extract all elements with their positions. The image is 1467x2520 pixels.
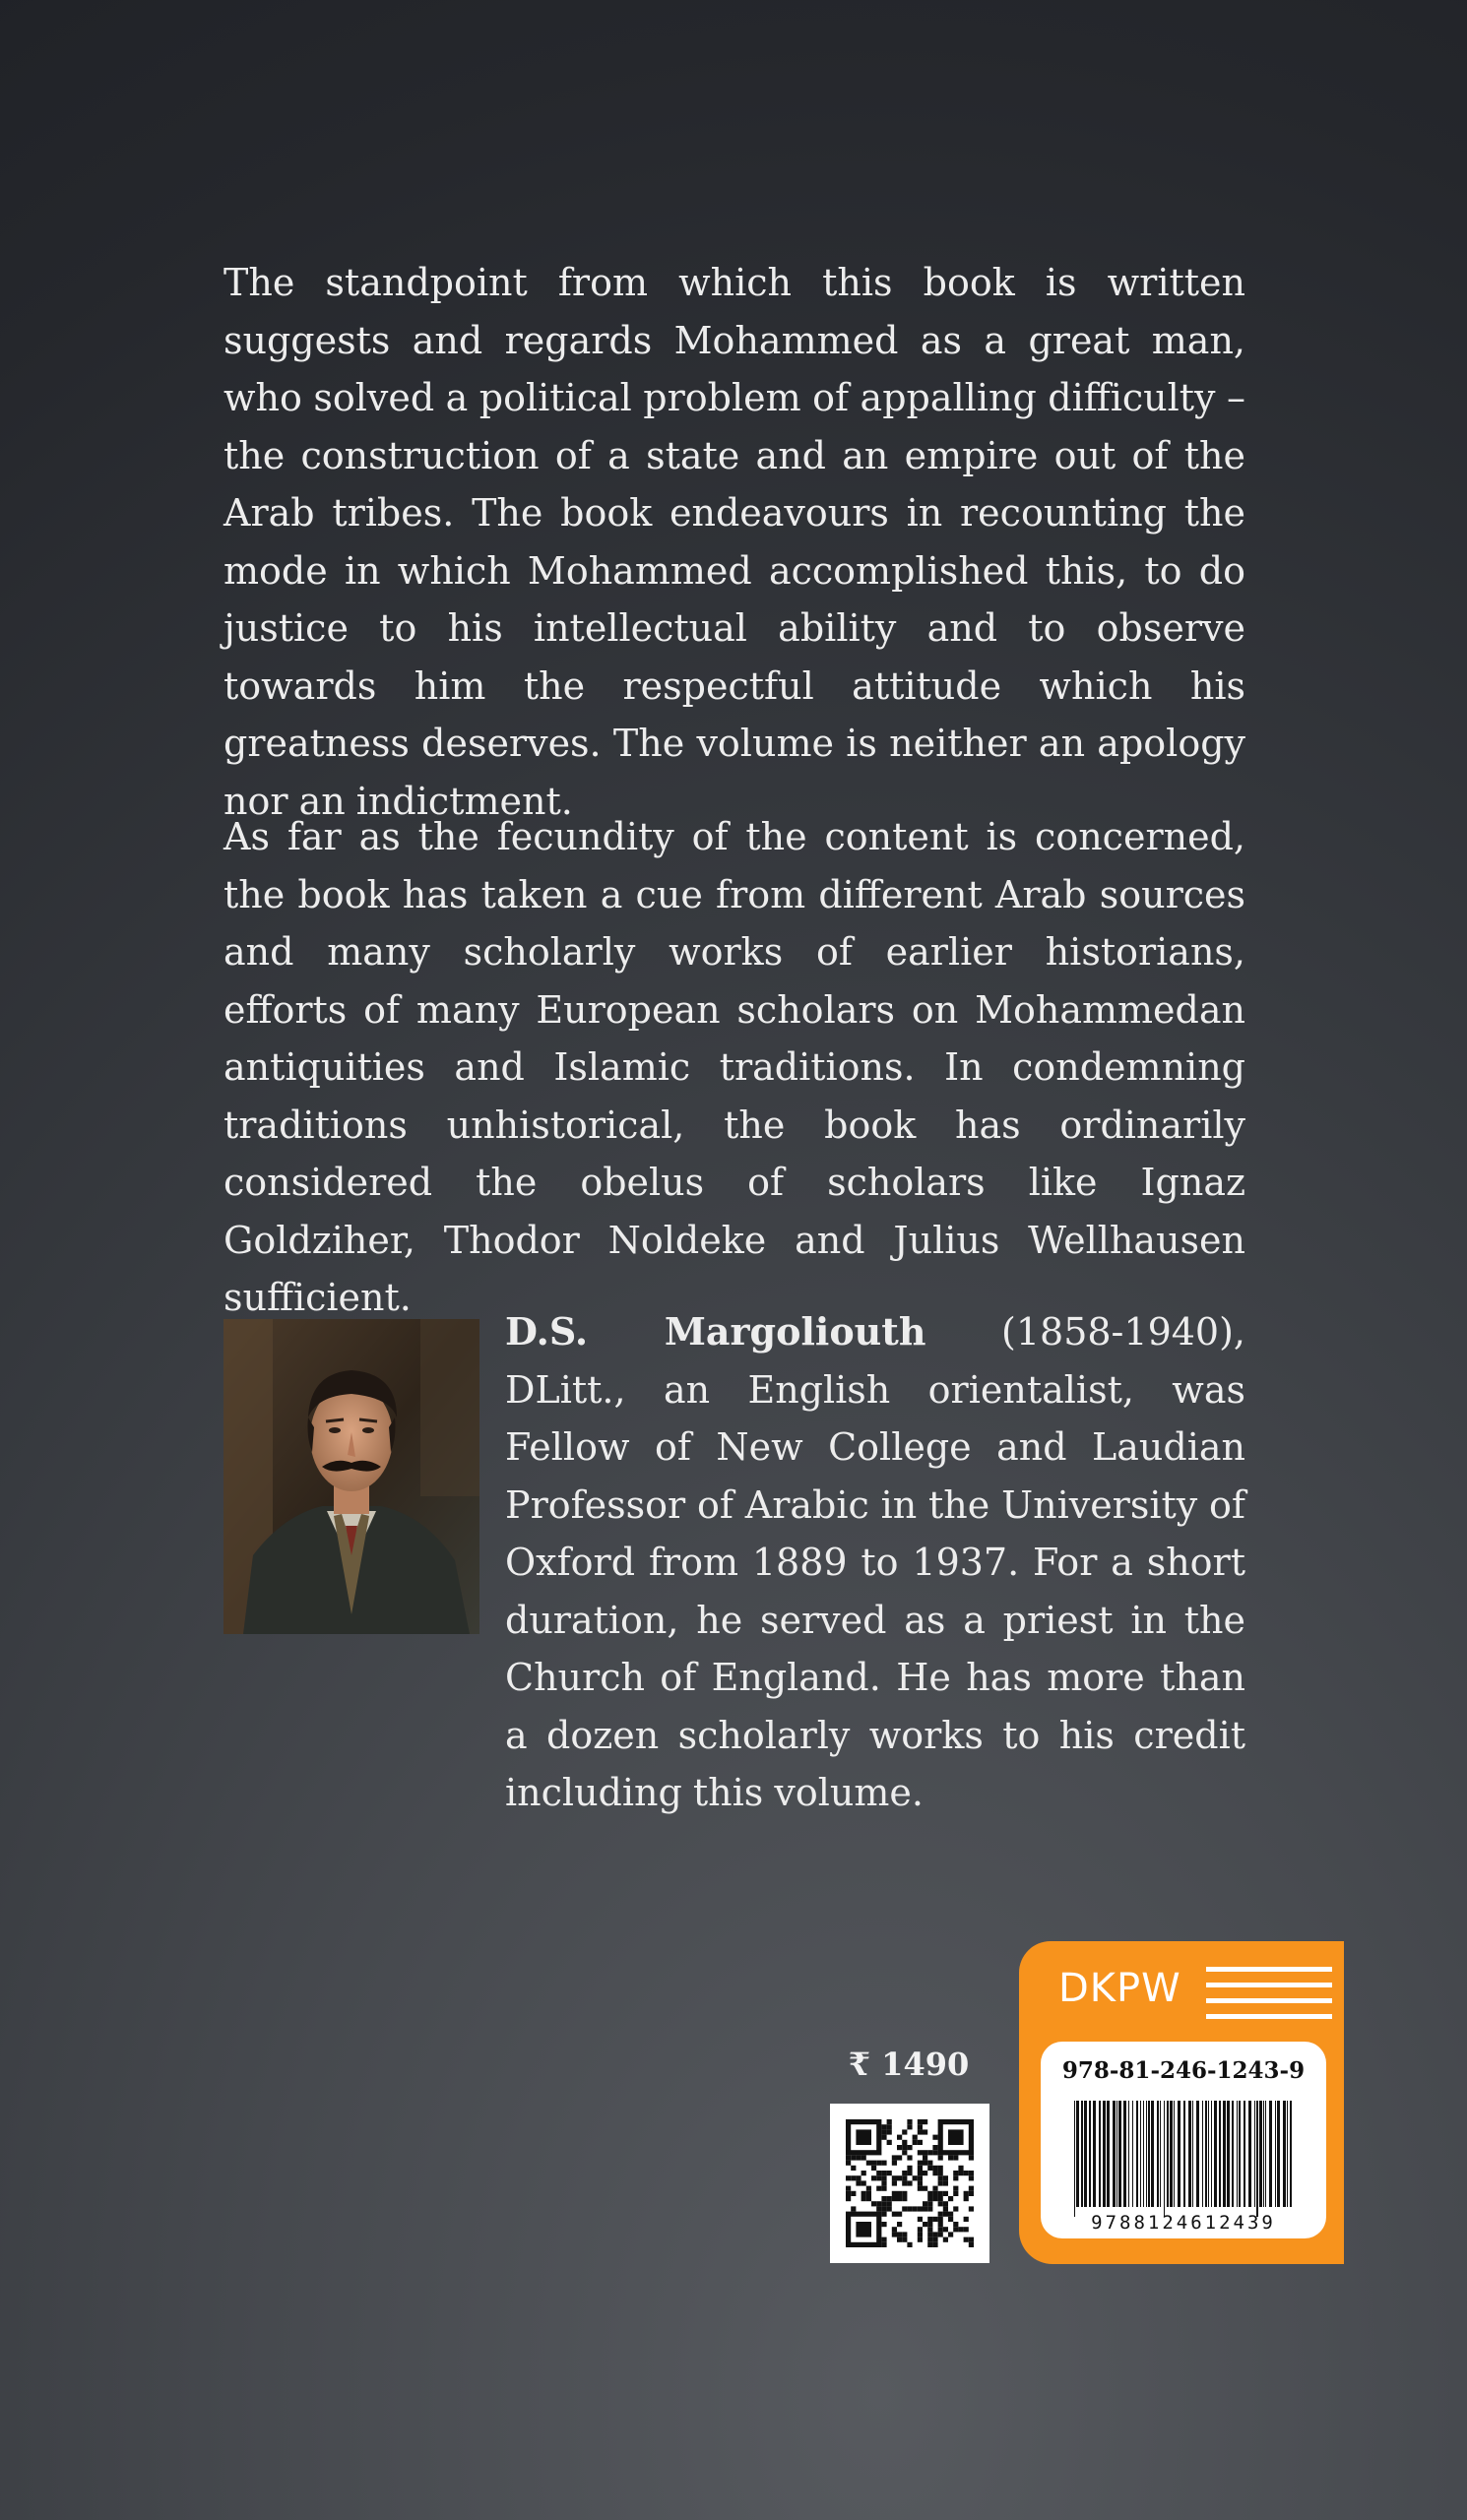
price-label: ₹ 1490 (848, 2046, 970, 2083)
qr-code (830, 2104, 989, 2263)
author-bio-text: (1858-1940), DLitt., an English orientalist, was Fellow of New College and Laudian Professor of Arabic in the University of Oxford from 1889 to 1937. For a short duration, he served as a priest in the Church of England. He has more than a dozen scholarly works to his credit including this volume. (505, 1310, 1245, 1814)
barcode-panel (1041, 2042, 1326, 2238)
author-portrait (223, 1319, 479, 1634)
logo-stripes (1206, 1963, 1332, 2022)
author-bio (505, 1303, 1245, 1822)
blurb-paragraph-2: As far as the fecundity of the content is concerned, the book has taken a cue from different Arab sources and many scholarly works of earlier historians, efforts of many European scholars on Mohammedan antiquities and Islamic traditions. In condemning traditions unhistorical, the book has ordinarily considered the obelus of scholars like Ignaz Goldziher, Thodor Noldeke and Julius Wellhausen sufficient. (223, 815, 1245, 1319)
isbn-barcode (1056, 2101, 1310, 2231)
publisher-badge (1019, 1941, 1344, 2264)
blurb-paragraph-1: The standpoint from which this book is written suggests and regards Mohammed as a great man, who solved a political problem of appalling difficulty – the construction of a state and an empire out of the Arab tribes. The book endeavours in recounting the mode in which Mohammed accomplished this, to do justice to his intellectual ability and to observe towards him the respectful attitude which his greatness deserves. The volume is neither an apology nor an indictment. (223, 261, 1245, 823)
author-name: D.S. Margoliouth (505, 1309, 926, 1354)
publisher-logo: DKPW (1058, 1966, 1181, 2011)
isbn-label: 978-81-246-1243-9 (1061, 2057, 1306, 2084)
barcode-digits: 9788124612439 (1091, 2212, 1276, 2231)
